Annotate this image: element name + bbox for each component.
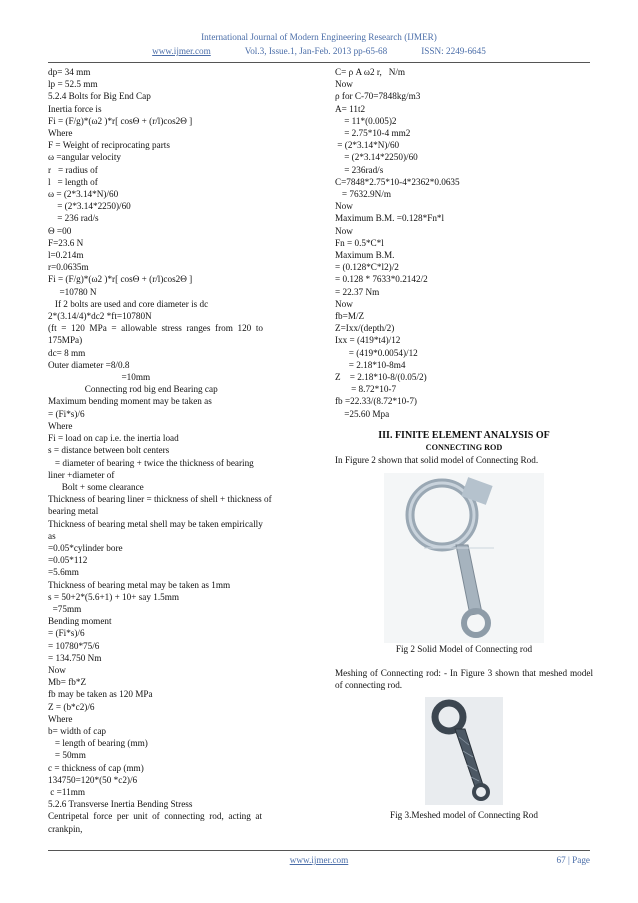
text-line: 134750=120*(50 *c2)/6 [48,774,138,785]
equation-line: Now [335,79,353,90]
text-line: = (Fi*s)/6 [48,408,85,419]
equation-line: = (2*3.14*N)/60 [335,140,400,151]
equation-line: Maximum B.M. [335,250,395,261]
issn: ISSN: 2249-6645 [421,46,486,56]
text-line: = (2*3.14*2250)/60 [48,201,131,212]
text-line: c =11mm [48,786,85,797]
text-line: lp = 52.5 mm [48,79,98,90]
text-line: s = 50+2*(5.6+1) + 10+ say 1.5mm [48,591,180,602]
text-line: = length of bearing (mm) [48,738,148,749]
right-column [335,66,593,821]
journal-site-link[interactable]: www.ijmer.com [152,46,211,56]
journal-header [0,30,638,58]
text-line: r=0.0635m [48,262,89,273]
text-line: as [48,530,56,541]
text-line: Outer diameter =8/0.8 [48,359,130,370]
volume-info: Vol.3, Issue.1, Jan-Feb. 2013 pp-65-68 [244,46,388,56]
text-line: l = length of [48,176,98,187]
text-line: =10780 N [48,286,97,297]
equation-line: ρ for C-70=7848kg/m3 [335,91,421,102]
equation-line: = 22.37 Nm [335,286,380,297]
text-line: 5.2.6 Transverse Inertia Bending Stress [48,799,193,810]
text-line: = 134.750 Nm [48,652,102,663]
text-line: 5.2.4 Bolts for Big End Cap [48,91,151,102]
equation-line: Now [335,225,353,236]
page-number: 67 | Page [556,855,590,865]
equation-line: = (419*0.0054)/12 [335,347,418,358]
text-line: Centripetal force per unit of connecting rod, acting at [48,811,263,822]
text-line: F = Weight of reciprocating parts [48,140,170,151]
equation-line: = 2.75*10-4 mm2 [335,128,411,139]
text-line: bearing metal [48,506,99,517]
text-line: Now [48,664,66,675]
text-line: 175MPa) [48,335,83,346]
text-line: Bolt + some clearance [48,481,144,492]
text-line: Connecting rod big end Bearing cap [48,384,218,395]
equation-line: = 236rad/s [335,164,384,175]
footer-site-link[interactable]: www.ijmer.com [289,855,349,865]
text-line: Where [48,420,73,431]
text-line: fb may be taken as 120 MPa [48,689,153,700]
equation-line: = 11*(0.005)2 [335,115,397,126]
equation-line: Now [335,298,353,309]
text-line: Maximum bending moment may be taken as [48,396,212,407]
equation-line: = (2*3.14*2250)/60 [335,152,418,163]
equation-line: Z = 2.18*10-8/(0.05/2) [335,372,427,383]
equation-line: A= 11t2 [335,103,366,114]
text-line: dc= 8 mm [48,347,86,358]
text-line: Thickness of bearing liner = thickness of shell + thickness of [48,494,272,505]
text-line: =0.05*112 [48,555,88,566]
equation-line: = (0.128*C*l2)/2 [335,262,399,273]
text-line: c = thickness of cap (mm) [48,762,144,773]
text-line: liner +diameter of [48,469,115,480]
text-line: = 50mm [48,750,86,761]
text-line: dp= 34 mm [48,67,91,77]
header-rule [48,62,590,63]
footer-rule [48,850,590,851]
equation-line: fb=M/Z [335,311,365,322]
fig2-caption: Fig 2 Solid Model of Connecting rod [395,643,533,654]
text-line: Inertia force is [48,103,102,114]
text-line: ω =angular velocity [48,152,121,163]
text-line: Where [48,128,73,139]
text-line: =5.6mm [48,567,79,578]
equation-line: Maximum B.M. =0.128*Fn*l [335,213,445,224]
equation-line: = 7632.9N/m [335,189,391,200]
section-heading: III. FINITE ELEMENT ANALYSIS OF [378,429,550,441]
text-line: = diameter of bearing + twice the thickness of bearing [48,457,254,468]
text-line: If 2 bolts are used and core diameter is dc [48,298,209,309]
text-line: crankpin, [48,823,83,834]
equation-line: Fn = 0.5*C*l [335,237,384,248]
equation-line: Now [335,201,353,212]
fig3-caption: Fig 3.Meshed model of Connecting Rod [389,810,538,821]
equation-line: fb =22.33/(8.72*10-7) [335,396,417,407]
text-line: 2*(3.14/4)*dc2 *ft=10780N [48,311,152,322]
text-line: = (Fi*s)/6 [48,628,85,639]
equation-line: Z=Ixx/(depth/2) [335,323,395,334]
text-line: F=23.6 N [48,237,84,248]
section-intro: In Figure 2 shown that solid model of Connecting Rod. [335,455,539,466]
journal-title: International Journal of Modern Engineering Research (IJMER) [201,32,437,42]
solid-model-figure [384,473,544,643]
section-subheading: CONNECTING ROD [425,443,503,453]
text-line: (ft = 120 MPa = allowable stress ranges from 120 to [48,323,264,334]
meshed-model-figure [425,697,503,805]
text-line: =10mm [48,372,151,383]
text-line: Θ =00 [48,225,72,236]
equation-line: C= ρ A ω2 r, N/m [335,67,406,77]
equation-line: = 8.72*10-7 [335,384,397,395]
meshing-text: Meshing of Connecting rod: - In Figure 3 shown that meshed model of connecting rod. [335,667,593,690]
text-line: Thickness of bearing metal may be taken as 1mm [48,579,231,590]
text-line: Fi = load on cap i.e. the inertia load [48,433,179,444]
text-line: s = distance between bolt centers [48,445,170,456]
text-line: Fi = (F/g)*(ω2 )*r[ cosΘ + (r/l)cos2Θ ] [48,115,193,126]
text-line: Mb= fb*Z [48,677,87,688]
equation-line: = 0.128 * 7633*0.2142/2 [335,274,428,285]
left-column [48,66,328,835]
text-line: Fi = (F/g)*(ω2 )*r[ cosΘ + (r/l)cos2Θ ] [48,274,193,285]
text-line: b= width of cap [48,725,106,736]
right-equations [335,66,593,420]
text-line: Where [48,713,73,724]
equation-line: Ixx = (419*t4)/12 [335,335,401,346]
equation-line: =25.60 Mpa [335,408,390,419]
equation-line: = 2.18*10-8m4 [335,359,406,370]
equation-line: C=7848*2.75*10-4*2362*0.0635 [335,176,460,187]
text-line: l=0.214m [48,250,84,261]
text-line: Thickness of bearing metal shell may be taken empirically [48,518,263,529]
text-line: Z = (b*c2)/6 [48,701,95,712]
text-line: Bending moment [48,616,112,627]
text-line: =0.05*cylinder bore [48,542,123,553]
text-line: = 10780*75/6 [48,640,100,651]
text-line: r = radius of [48,164,98,175]
text-line: = 236 rad/s [48,213,99,224]
text-line: ω = (2*3.14*N)/60 [48,189,119,200]
text-line: =75mm [48,603,82,614]
